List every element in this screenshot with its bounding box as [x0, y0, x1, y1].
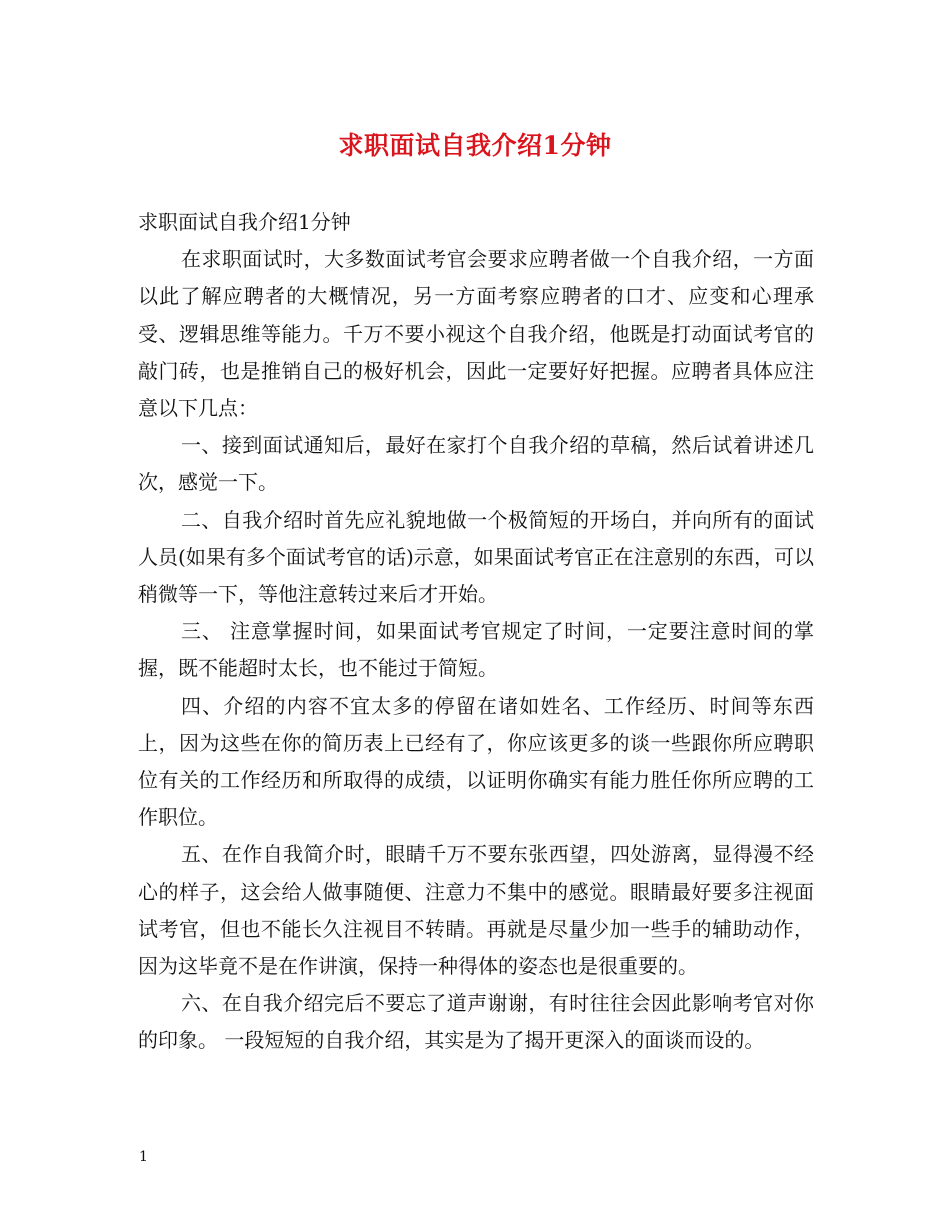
paragraph-point-2: 二、自我介绍时首先应礼貌地做一个极简短的开场白，并向所有的面试人员(如果有多个面试考官的话)示意，如果面试考官正在注意别的东西，可以稍微等一下，等他注意转过来后才开始。 — [138, 507, 814, 607]
paragraph-point-3: 三、 注意掌握时间，如果面试考官规定了时间，一定要注意时间的掌握，既不能超时太长，也不能过于简短。 — [138, 619, 814, 681]
paragraph-intro: 在求职面试时，大多数面试考官会要求应聘者做一个自我介绍，一方面以此了解应聘者的大概情况，另一方面考察应聘者的口才、应变和心理承受、逻辑思维等能力。千万不要小视这个自我介绍，他既是打动面试考官的敲门砖，也是推销自己的极好机会，因此一定要好好把握。应聘者具体应注意以下几点： — [138, 247, 814, 421]
page-title: 求职面试自我介绍1分钟 — [338, 131, 612, 160]
document-subtitle: 求职面试自我介绍1分钟 — [138, 210, 351, 234]
paragraph-point-5: 五、在作自我简介时，眼睛千万不要东张西望，四处游离，显得漫不经心的样子，这会给人做事随便、注意力不集中的感觉。眼睛最好要多注视面试考官，但也不能长久注视目不转睛。再就是尽量少加一些手的辅助动作，因为这毕竟不是在作讲演，保持一种得体的姿态也是很重要的。 — [138, 842, 814, 979]
paragraph-point-6: 六、在自我介绍完后不要忘了道声谢谢，有时往往会因此影响考官对你的印象。 一段短短的自我介绍，其实是为了揭开更深入的面谈而设的。 — [138, 991, 814, 1053]
paragraph-point-4: 四、介绍的内容不宜太多的停留在诸如姓名、工作经历、时间等东西上，因为这些在你的简历表上已经有了，你应该更多的谈一些跟你所应聘职位有关的工作经历和所取得的成绩，以证明你确实有能力胜任你所应聘的工作职位。 — [138, 693, 814, 830]
paragraph-point-1: 一、接到面试通知后，最好在家打个自我介绍的草稿，然后试着讲述几次，感觉一下。 — [138, 433, 814, 495]
document-body — [138, 204, 814, 1060]
page-number: 1 — [139, 1149, 148, 1165]
